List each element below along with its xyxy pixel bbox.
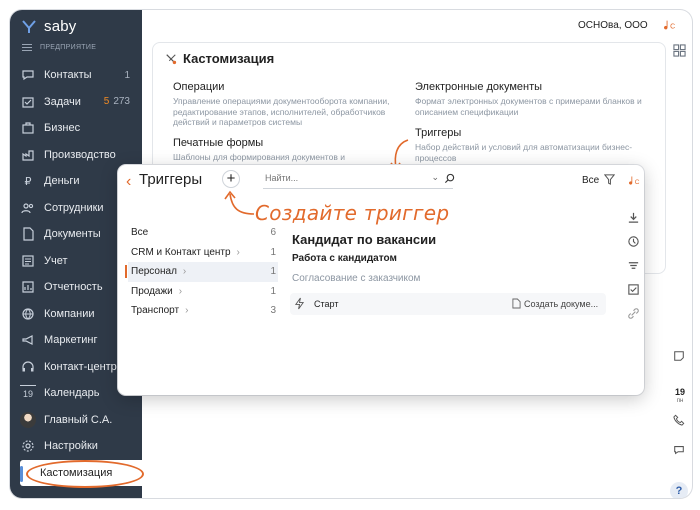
sidebar-item-money[interactable]: ₽ Деньги: [10, 168, 142, 195]
page-title: Кастомизация: [165, 51, 274, 66]
avatar: [20, 412, 36, 428]
chevron-down-icon[interactable]: ⌄: [431, 172, 439, 182]
sidebar-item-calendar[interactable]: 19 Календарь: [10, 380, 142, 407]
phone-icon[interactable]: [666, 414, 692, 426]
triggers-dialog: [118, 165, 644, 395]
lightning-icon: [294, 297, 305, 310]
chevron-right-icon: ›: [185, 305, 189, 317]
back-chevron-icon[interactable]: ‹: [126, 173, 132, 190]
tasks-icon: [20, 94, 36, 110]
svg-text:C: C: [634, 178, 640, 186]
category-item-personnel[interactable]: Персонал › 1: [128, 262, 278, 282]
trigger-muted-item[interactable]: Согласование с заказчиком: [292, 273, 421, 284]
category-list: [128, 223, 278, 321]
category-item-transport[interactable]: Транспорт › 3: [131, 305, 276, 317]
sidebar-item-documents[interactable]: Документы: [10, 221, 142, 248]
briefcase-icon: [20, 120, 36, 136]
notes-icon[interactable]: [664, 18, 680, 34]
logo[interactable]: [22, 18, 77, 35]
chevron-right-icon: ›: [178, 285, 183, 297]
group-heading: Кандидат по вакансии: [292, 232, 437, 247]
trigger-title[interactable]: Работа с кандидатом: [292, 253, 397, 264]
app-window: [10, 10, 692, 498]
document-icon: [512, 298, 521, 309]
annotation-text: Создайте триггер: [255, 201, 450, 225]
apps-grid-icon[interactable]: [666, 44, 692, 57]
ledger-icon: [20, 253, 36, 269]
category-item-all[interactable]: Все 6: [131, 227, 276, 239]
dialog-toolbar: [624, 205, 642, 325]
trigger-start-label: Старт: [314, 299, 339, 309]
chat-icon: [20, 67, 36, 83]
megaphone-icon: [20, 332, 36, 348]
saby-logo-icon: [22, 20, 36, 34]
ruble-icon: ₽: [24, 175, 32, 188]
category-item-sales[interactable]: Продажи › 1: [131, 285, 276, 297]
active-marker: [20, 466, 23, 482]
help-button[interactable]: ?: [670, 482, 688, 498]
menu-icon[interactable]: [22, 44, 32, 51]
report-icon: [20, 279, 36, 295]
search-input[interactable]: [265, 173, 425, 183]
notes-icon[interactable]: [629, 174, 642, 190]
sidebar-item-production[interactable]: Производство: [10, 142, 142, 169]
download-icon[interactable]: [624, 205, 642, 229]
sidebar-item-employees[interactable]: Сотрудники: [10, 195, 142, 222]
section-triggers[interactable]: Триггеры Набор действий и условий для автоматизации бизнес-процессов: [415, 127, 633, 163]
logo-text: saby: [44, 18, 77, 35]
document-icon: [20, 226, 36, 242]
sticky-note-icon[interactable]: [666, 350, 692, 362]
sidebar-item-customization[interactable]: Кастомизация: [20, 460, 142, 487]
globe-icon: [20, 306, 36, 322]
section-e-documents[interactable]: Электронные документы Формат электронных документов с примерами бланков и описанием спецификации: [415, 81, 642, 117]
calendar-icon: 19: [20, 385, 36, 401]
sidebar-item-business[interactable]: Бизнес: [10, 115, 142, 142]
section-print-forms[interactable]: Печатные формы Шаблоны для формирования документов и: [173, 137, 345, 162]
customization-icon: [165, 53, 177, 65]
history-icon[interactable]: [624, 229, 642, 253]
headset-icon: [20, 359, 36, 375]
section-operations[interactable]: Операции Управление операциями документооборота компании, редактирование этапов, исполнителей, обработчиков действий и параметров системы: [173, 81, 390, 127]
filter-all[interactable]: Все: [582, 175, 600, 186]
add-trigger-button[interactable]: +: [222, 170, 240, 188]
sidebar-item-tasks[interactable]: Задачи 5 273: [10, 89, 142, 116]
sort-icon[interactable]: [624, 253, 642, 277]
calendar-widget[interactable]: 19 пн: [674, 387, 685, 404]
filter-icon[interactable]: [604, 174, 615, 185]
trigger-row[interactable]: [290, 293, 606, 315]
sidebar-item-settings[interactable]: Настройки: [10, 433, 142, 460]
sidebar-item-contacts[interactable]: Контакты 1: [10, 62, 142, 89]
sidebar-item-reports[interactable]: Отчетность: [10, 274, 142, 301]
chevron-right-icon: ›: [182, 266, 187, 278]
link-icon[interactable]: [624, 301, 642, 325]
highlight-oval: [26, 460, 144, 488]
svg-text:C: C: [670, 23, 676, 31]
search-icon[interactable]: [444, 173, 455, 184]
sidebar-item-marketing[interactable]: Маркетинг: [10, 327, 142, 354]
annotation-arrow-icon: [224, 188, 256, 220]
category-item-crm[interactable]: CRM и Контакт центр › 1: [131, 246, 276, 258]
search-field[interactable]: [263, 172, 453, 189]
people-icon: [20, 200, 36, 216]
sidebar-item-companies[interactable]: Компании: [10, 301, 142, 328]
company-name[interactable]: ОСНОва, ООО: [578, 20, 648, 31]
chevron-right-icon: ›: [236, 246, 240, 258]
chat-icon[interactable]: [666, 444, 692, 456]
sidebar-item-profile[interactable]: Главный С.А.: [10, 407, 142, 434]
section-label[interactable]: ПРЕДПРИЯТИЕ: [22, 44, 96, 51]
factory-icon: [20, 147, 36, 163]
trigger-action-label: Создать докуме...: [524, 299, 599, 309]
checklist-icon[interactable]: [624, 277, 642, 301]
sidebar-item-accounting[interactable]: Учет: [10, 248, 142, 275]
dialog-title: Триггеры: [139, 171, 203, 188]
gear-icon: [20, 438, 36, 454]
sidebar-item-contact-center[interactable]: Контакт-центр: [10, 354, 142, 381]
